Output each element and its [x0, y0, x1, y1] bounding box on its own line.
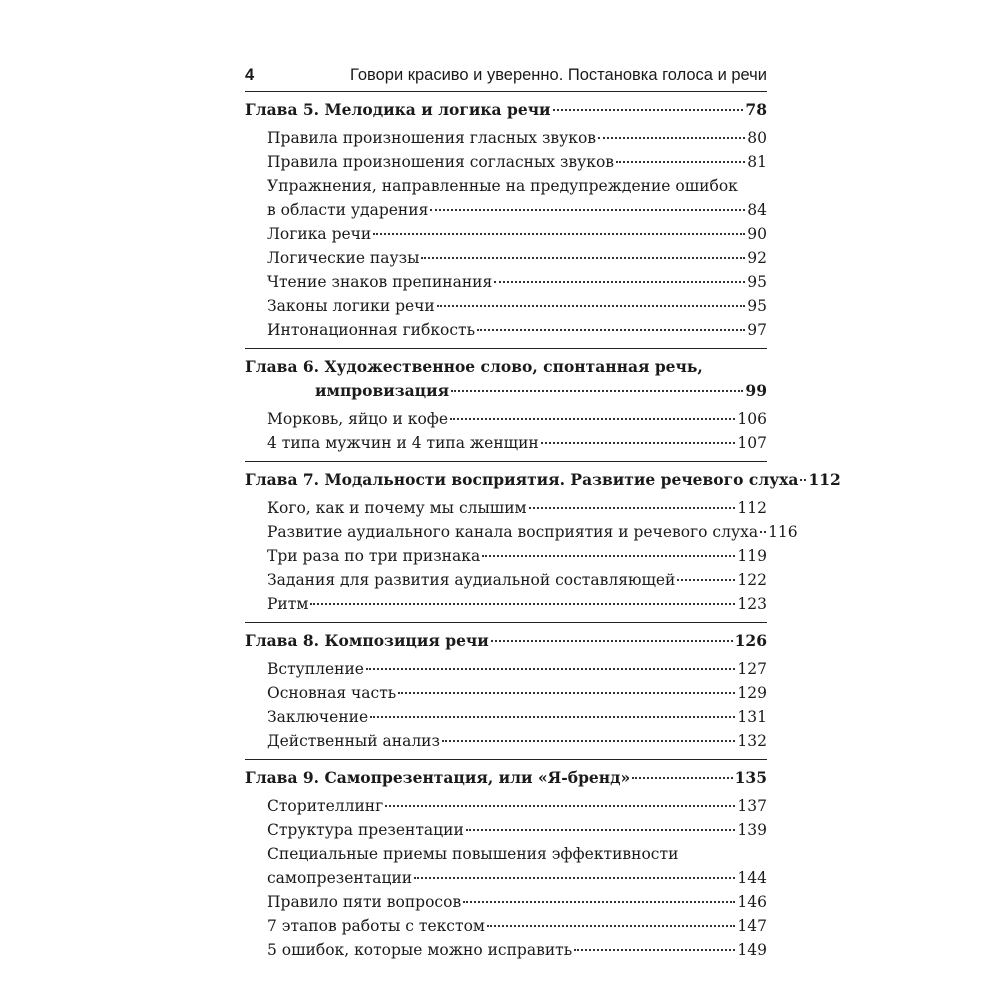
toc-entries — [245, 496, 798, 622]
toc-entry-title: Действенный анализ — [267, 732, 440, 750]
chapter-title-line: Глава 6. Художественное слово, спонтанная речь, — [245, 357, 703, 376]
leader-dots — [482, 555, 735, 557]
toc-entry[interactable] — [267, 544, 767, 568]
toc-entry[interactable] — [267, 270, 767, 294]
toc-entry-title: Вступление — [267, 660, 364, 678]
chapter-title — [245, 349, 767, 403]
toc-entry[interactable] — [267, 520, 798, 544]
toc-entry-title: Ритм — [267, 595, 309, 613]
leader-dots — [398, 692, 735, 694]
chapter-title-row[interactable] — [245, 98, 767, 122]
toc-chapter — [245, 623, 767, 759]
leader-dots — [491, 640, 733, 642]
leader-dots — [414, 877, 735, 879]
leader-dots — [463, 901, 735, 903]
leader-dots — [800, 479, 806, 481]
chapter-title-row[interactable] — [245, 468, 841, 492]
toc-entry-title: Правило пяти вопросов — [267, 893, 462, 911]
toc-entry-title: 4 типа мужчин и 4 типа женщин — [267, 434, 539, 452]
toc-entry-page: 127 — [737, 660, 767, 678]
toc-entry[interactable] — [267, 794, 767, 818]
chapter-title-row[interactable] — [245, 766, 767, 790]
leader-dots — [373, 233, 745, 235]
toc-entry-title: самопрезентации — [267, 869, 413, 887]
toc-entry[interactable] — [267, 407, 767, 431]
toc-entry-page: 149 — [737, 941, 767, 959]
toc-entry[interactable] — [267, 657, 767, 681]
leader-dots — [370, 716, 735, 718]
toc-entry[interactable] — [267, 431, 767, 455]
toc-entry-page: 116 — [768, 523, 798, 541]
toc-entry[interactable] — [267, 705, 767, 729]
toc-entry-title: 5 ошибок, которые можно исправить — [267, 941, 573, 959]
toc-entry-page: 137 — [737, 797, 767, 815]
toc-entry-page: 107 — [737, 434, 767, 452]
toc-chapter — [245, 760, 767, 968]
toc-entry-page: 129 — [737, 684, 767, 702]
toc-entry-page: 97 — [747, 321, 767, 339]
toc-entry-page: 123 — [737, 595, 767, 613]
toc-entry-page: 112 — [737, 499, 767, 517]
toc-entries — [245, 407, 767, 461]
toc-entry-page: 131 — [737, 708, 767, 726]
chapter-title-text: импровизация — [315, 381, 450, 400]
toc-entry[interactable] — [267, 246, 767, 270]
toc-entry-page: 95 — [747, 297, 767, 315]
toc-entry-page: 84 — [747, 201, 767, 219]
running-head — [245, 62, 767, 88]
toc-entry[interactable] — [267, 222, 767, 246]
leader-dots — [437, 305, 746, 307]
toc-entry-line: Упражнения, направленные на предупреждение ошибок — [267, 177, 738, 195]
toc-entry-page: 80 — [747, 129, 767, 147]
toc-entry-title: Чтение знаков препинания — [267, 273, 493, 291]
toc-entry-page: 146 — [737, 893, 767, 911]
book-page — [245, 62, 841, 968]
chapter-title — [245, 462, 841, 492]
leader-dots — [421, 257, 745, 259]
leader-dots — [477, 329, 745, 331]
toc-entry-title: Интонационная гибкость — [267, 321, 476, 339]
toc-entry-page: 106 — [737, 410, 767, 428]
toc-chapter — [245, 92, 767, 348]
toc-entry-page: 81 — [747, 153, 767, 171]
toc-entry-page: 139 — [737, 821, 767, 839]
toc-entry-title: Три раза по три признака — [267, 547, 481, 565]
toc-entry-title: Логика речи — [267, 225, 372, 243]
leader-dots — [494, 281, 745, 283]
chapter-title — [245, 92, 767, 122]
toc-entry[interactable] — [267, 294, 767, 318]
toc-chapter — [245, 349, 767, 461]
toc-entry-title: Логические паузы — [267, 249, 420, 267]
leader-dots — [487, 925, 735, 927]
toc-chapter — [245, 462, 841, 622]
toc-entry[interactable] — [267, 866, 767, 890]
chapter-title-row[interactable] — [245, 379, 767, 403]
chapter-title-text: Глава 9. Самопрезентация, или «Я-бренд» — [245, 768, 631, 787]
chapter-page-number: 126 — [734, 631, 767, 650]
toc-entry[interactable] — [267, 890, 767, 914]
chapter-title — [245, 623, 767, 653]
leader-dots — [466, 829, 736, 831]
leader-dots — [442, 740, 735, 742]
toc-entry-title: Законы логики речи — [267, 297, 435, 315]
chapter-title-row[interactable] — [245, 629, 767, 653]
leader-dots — [450, 418, 735, 420]
toc-entry-title: Заключение — [267, 708, 369, 726]
leader-dots — [616, 161, 745, 163]
leader-dots — [541, 442, 736, 444]
chapter-page-number: 135 — [734, 768, 767, 787]
toc-entry-page: 119 — [737, 547, 767, 565]
leader-dots — [598, 137, 745, 139]
toc-entry-title: Морковь, яйцо и кофе — [267, 410, 449, 428]
leader-dots — [553, 109, 744, 111]
toc-entry-title: 7 этапов работы с текстом — [267, 917, 485, 935]
toc-entry-title: в области ударения — [267, 201, 429, 219]
toc-entry[interactable] — [267, 496, 767, 520]
toc-entry-title: Правила произношения гласных звуков — [267, 129, 597, 147]
toc-entry-title: Правила произношения согласных звуков — [267, 153, 615, 171]
toc-entry-title: Структура презентации — [267, 821, 464, 839]
toc-entries — [245, 794, 767, 968]
toc-entry[interactable] — [267, 818, 767, 842]
toc-entry-title: Кого, как и почему мы слышим — [267, 499, 527, 517]
leader-dots — [632, 777, 733, 779]
chapter-title — [245, 760, 767, 790]
toc-entry[interactable] — [267, 914, 767, 938]
leader-dots — [574, 949, 735, 951]
toc-entry[interactable] — [267, 592, 767, 616]
chapter-page-number: 112 — [808, 470, 841, 489]
toc-entry[interactable] — [267, 150, 767, 174]
book-title: Говори красиво и уверенно. Постановка голоса и речи — [350, 66, 767, 84]
toc-entry[interactable] — [267, 126, 767, 150]
toc-entry-title: Развитие аудиального канала восприятия и речевого слуха — [267, 523, 759, 541]
chapter-title-text: Глава 7. Модальности восприятия. Развитие речевого слуха — [245, 470, 799, 489]
toc-entry-page: 95 — [747, 273, 767, 291]
leader-dots — [451, 390, 743, 392]
toc-entry-page: 90 — [747, 225, 767, 243]
toc-entry-page: 147 — [737, 917, 767, 935]
toc-entry-page: 132 — [737, 732, 767, 750]
leader-dots — [677, 579, 735, 581]
table-of-contents — [245, 92, 841, 968]
toc-entry-page: 144 — [737, 869, 767, 887]
leader-dots — [760, 531, 766, 533]
leader-dots — [430, 209, 745, 211]
leader-dots — [385, 805, 735, 807]
toc-entry-title: Сторителлинг — [267, 797, 384, 815]
leader-dots — [310, 603, 735, 605]
toc-entry[interactable] — [267, 729, 767, 753]
toc-entry[interactable] — [267, 681, 767, 705]
toc-entry-page: 122 — [737, 571, 767, 589]
toc-entry-line: Специальные приемы повышения эффективности — [267, 845, 679, 863]
page-number: 4 — [245, 66, 255, 84]
chapter-title-text: Глава 5. Мелодика и логика речи — [245, 100, 551, 119]
chapter-title-text: Глава 8. Композиция речи — [245, 631, 489, 650]
chapter-page-number: 99 — [745, 381, 767, 400]
toc-entry-page: 92 — [747, 249, 767, 267]
toc-entry-title: Задания для развития аудиальной составляющей — [267, 571, 676, 589]
toc-entry[interactable] — [267, 318, 767, 342]
leader-dots — [529, 507, 736, 509]
toc-entries — [245, 657, 767, 759]
toc-entry[interactable] — [267, 568, 767, 592]
toc-entry[interactable] — [267, 198, 767, 222]
leader-dots — [366, 668, 735, 670]
chapter-page-number: 78 — [745, 100, 767, 119]
toc-entry-title: Основная часть — [267, 684, 397, 702]
toc-entry[interactable] — [267, 938, 767, 962]
toc-entries — [245, 126, 767, 348]
